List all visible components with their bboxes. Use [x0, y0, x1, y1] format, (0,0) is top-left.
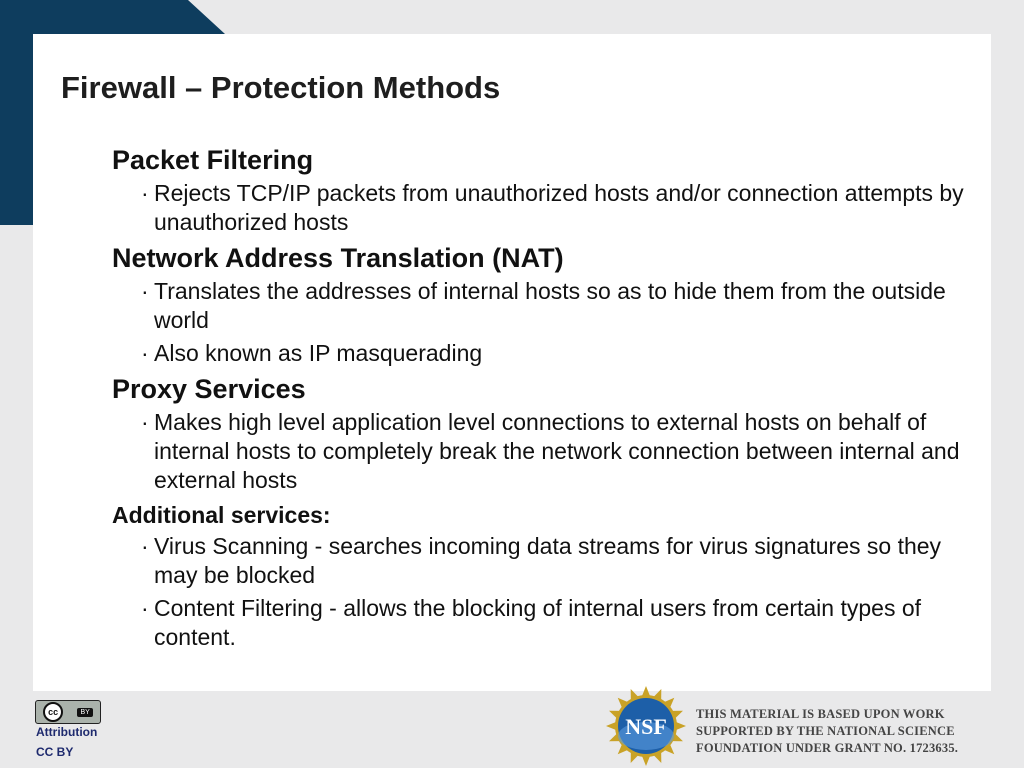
section-nat: [112, 241, 982, 368]
cc-license-badge: [35, 700, 101, 724]
bullet-item: [112, 179, 982, 237]
section-heading: Additional services:: [112, 502, 331, 528]
cc-icon: cc: [43, 702, 63, 722]
slide-body: [112, 143, 982, 656]
nsf-logo-text: NSF: [625, 714, 667, 739]
section-heading: Network Address Translation (NAT): [112, 243, 564, 273]
bullet-marker: ·: [141, 278, 149, 304]
bullet-text: Translates the addresses of internal hosts so as to hide them from the outside world: [154, 278, 946, 333]
bullet-marker: ·: [141, 533, 149, 559]
bullet-text: Also known as IP masquerading: [154, 340, 483, 366]
cc-by-label: CC BY: [36, 745, 74, 759]
grant-line: FOUNDATION UNDER GRANT NO. 1723635.: [696, 741, 959, 755]
section-heading: Proxy Services: [112, 374, 306, 404]
grant-line: SUPPORTED BY THE NATIONAL SCIENCE: [696, 724, 955, 738]
bullet-text: Virus Scanning - searches incoming data streams for virus signatures so they may be blocked: [154, 533, 942, 588]
section-heading: Packet Filtering: [112, 145, 314, 175]
slide-title: Firewall – Protection Methods: [61, 70, 501, 105]
bullet-text: Content Filtering - allows the blocking of internal users from certain types of content.: [154, 595, 922, 650]
nsf-logo-icon: [604, 684, 688, 768]
grant-line: THIS MATERIAL IS BASED UPON WORK: [696, 707, 945, 721]
attribution-label: Attribution: [36, 725, 98, 739]
bullet-marker: ·: [141, 409, 149, 435]
bullet-marker: ·: [141, 340, 149, 366]
bullet-item: [112, 277, 982, 335]
section-proxy-services: [112, 372, 982, 495]
bullet-item: [112, 339, 982, 368]
bullet-text: Makes high level application level connections to external hosts on behalf of internal hosts to completely break the network connection between internal and external hosts: [154, 409, 960, 493]
bullet-item: [112, 408, 982, 495]
section-additional-services: [112, 499, 982, 652]
bullet-item: [112, 594, 982, 652]
bullet-marker: ·: [141, 180, 149, 206]
bullet-item: [112, 532, 982, 590]
bullet-text: Rejects TCP/IP packets from unauthorized hosts and/or connection attempts by unauthorized hosts: [154, 180, 964, 235]
section-packet-filtering: [112, 143, 982, 237]
grant-acknowledgement: [696, 706, 1016, 757]
by-icon: BY: [77, 708, 92, 717]
bullet-marker: ·: [141, 595, 149, 621]
